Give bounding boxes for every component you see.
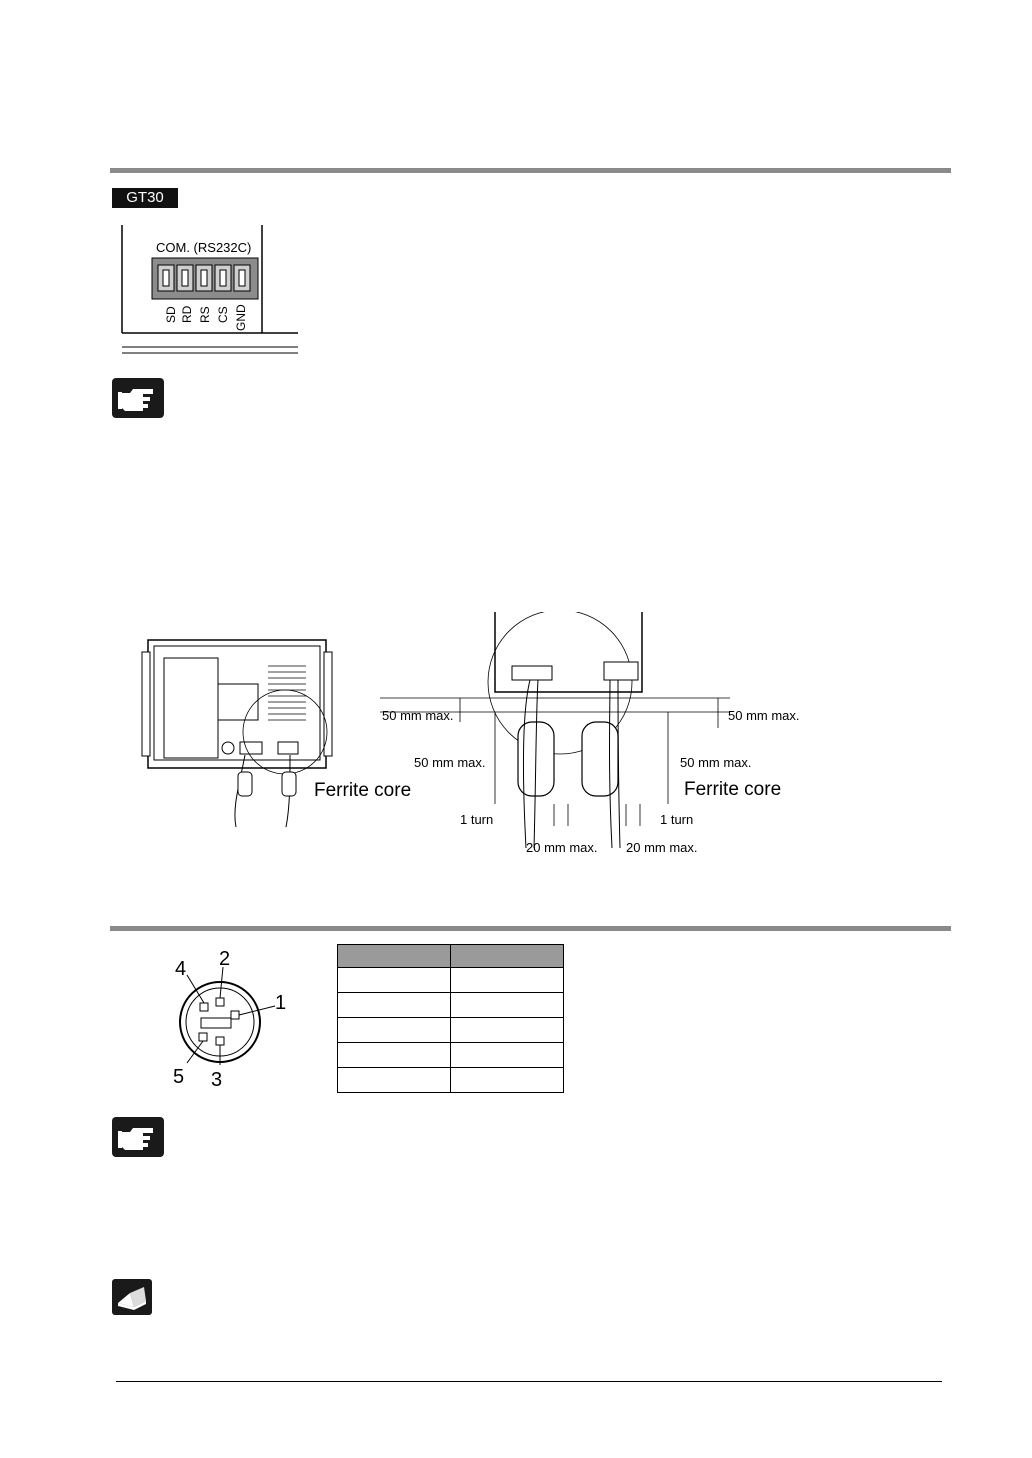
pin-number-2: 2 [219, 948, 231, 970]
table-cell [338, 1043, 451, 1068]
table-cell [338, 968, 451, 993]
table-cell [451, 1018, 564, 1043]
connector-diagram [165, 945, 305, 1090]
table-header-cell [451, 945, 564, 968]
turn-right: 1 turn [660, 812, 694, 827]
table-cell [451, 1043, 564, 1068]
table-cell [338, 1068, 451, 1093]
footer-rule [116, 1381, 942, 1382]
table-cell [451, 993, 564, 1018]
unit-back-view [142, 640, 332, 827]
dim-50-left-top: 50 mm max. [382, 708, 454, 723]
com-port-diagram [118, 225, 308, 360]
table-cell [338, 993, 451, 1018]
dim-20-right: 20 mm max. [626, 840, 698, 855]
com-port-title: COM. (RS232C) [156, 240, 252, 255]
table-row [338, 1018, 564, 1043]
ferrite-core-label-right: Ferrite core [684, 779, 782, 800]
dim-50-right-top: 50 mm max. [728, 708, 800, 723]
pin-number-4: 4 [175, 958, 187, 980]
table-cell [451, 968, 564, 993]
table-row [338, 1043, 564, 1068]
dim-20-left: 20 mm max. [526, 840, 598, 855]
pin-label-rs: RS [198, 306, 212, 323]
pin-number-3: 3 [211, 1069, 223, 1090]
table-row [338, 1068, 564, 1093]
pin-label-cs: CS [216, 306, 230, 323]
table-header-cell [338, 945, 451, 968]
pointing-hand-icon [112, 1117, 164, 1157]
ferrite-core-diagram [140, 612, 840, 862]
table-cell [451, 1068, 564, 1093]
table-cell [338, 1018, 451, 1043]
section-rule-top [110, 168, 951, 173]
pin-number-1: 1 [275, 992, 287, 1014]
section-rule-middle [110, 926, 951, 931]
pin-assignment-table [337, 944, 564, 1093]
ferrite-core-label-left: Ferrite core [314, 780, 412, 801]
dim-50-right-mid: 50 mm max. [680, 755, 752, 770]
model-badge: GT30 [112, 188, 178, 208]
pin-label-gnd: GND [234, 304, 248, 331]
table-header-row [338, 945, 564, 968]
book-icon [112, 1279, 152, 1315]
pointing-hand-icon [112, 378, 164, 418]
table-row [338, 968, 564, 993]
turn-left: 1 turn [460, 812, 494, 827]
pin-number-5: 5 [173, 1066, 185, 1088]
pin-label-sd: SD [164, 306, 178, 323]
dim-50-left-mid: 50 mm max. [414, 755, 486, 770]
pin-label-rd: RD [180, 305, 194, 323]
table-row [338, 993, 564, 1018]
